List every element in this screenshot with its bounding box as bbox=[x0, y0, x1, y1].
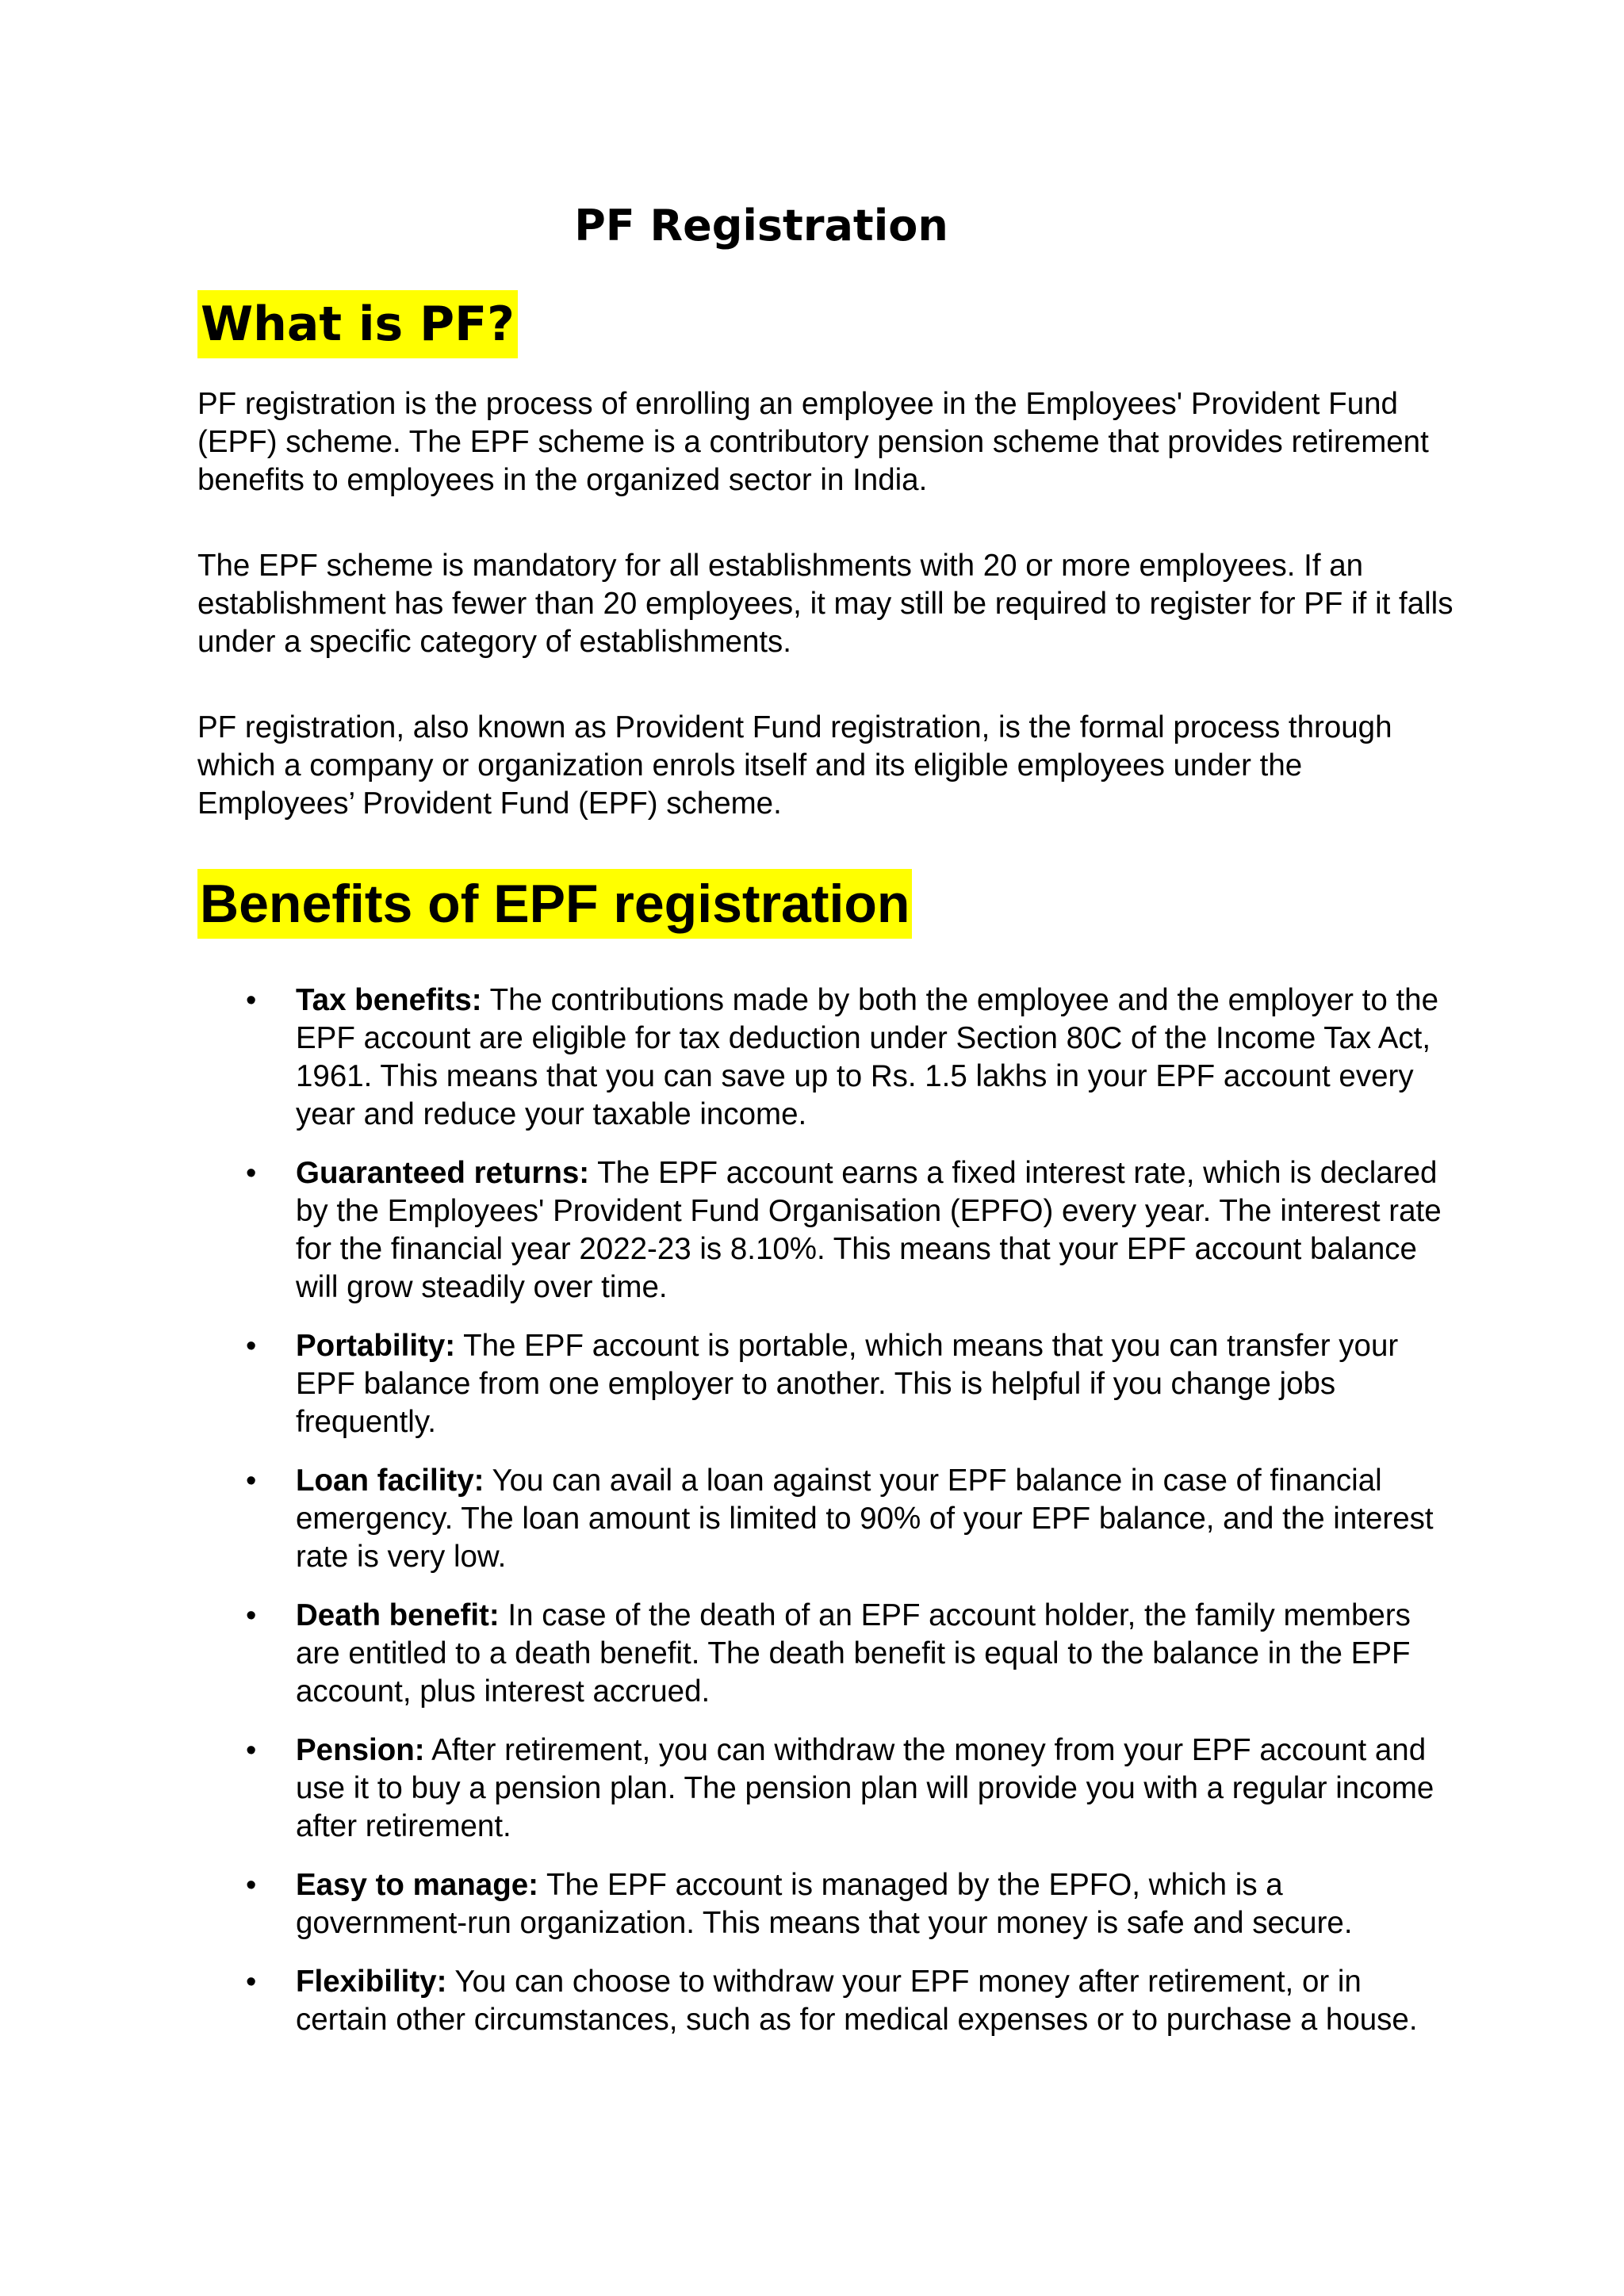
benefit-text: You can avail a loan against your EPF balance in case of financial emergency. The loan amount is limited to 90% of your EPF balance, and the interest rate is very low. bbox=[296, 1464, 1434, 1574]
bullet-icon: • bbox=[246, 1330, 257, 1363]
benefit-label: Tax benefits: bbox=[296, 983, 482, 1017]
bullet-icon: • bbox=[246, 1157, 257, 1190]
list-item bbox=[0, 982, 1454, 1134]
list-item bbox=[0, 1154, 1454, 1307]
benefit-label: Pension: bbox=[296, 1733, 425, 1767]
paragraph: PF registration is the process of enrolling an employee in the Employees' Provident Fund (EPF) scheme. The EPF scheme is a contributory pension scheme that provides retirement benefits to employees in the organized sector in India. bbox=[197, 387, 1429, 497]
paragraph: The EPF scheme is mandatory for all establishments with 20 or more employees. If an establishment has fewer than 20 employees, it may still be required to register for PF if it falls under a specific category of establishments. bbox=[197, 549, 1454, 659]
benefit-text: The EPF account earns a fixed interest rate, which is declared by the Employees' Provident Fund Organisation (EPFO) every year. The interest rate for the financial year 2022-23 is 8.10%. This means that your EPF account balance will grow steadily over time. bbox=[296, 1156, 1442, 1304]
paragraph: PF registration, also known as Provident Fund registration, is the formal process through which a company or organization enrols itself and its eligible employees under the Employees’ Provident Fund (EPF) scheme. bbox=[197, 710, 1392, 821]
benefit-label: Death benefit: bbox=[296, 1598, 500, 1632]
benefit-label: Portability: bbox=[296, 1329, 456, 1363]
bullet-icon: • bbox=[246, 1965, 257, 1999]
list-item bbox=[0, 1327, 1454, 1441]
bullet-icon: • bbox=[246, 984, 257, 1017]
benefit-text: The EPF account is managed by the EPFO, which is a government-run organization. This means that your money is safe and secure. bbox=[296, 1868, 1353, 1940]
bullet-icon: • bbox=[246, 1464, 257, 1498]
list-item bbox=[0, 1963, 1454, 2039]
list-item bbox=[0, 1732, 1454, 1846]
section-heading-what-is-pf: What is PF? bbox=[197, 290, 518, 358]
benefit-text: The contributions made by both the employee and the employer to the EPF account are eligible for tax deduction under Section 80C of the Income Tax Act, 1961. This means that you can save up to Rs. 1.5 lakhs in your EPF account every year and reduce your taxable income. bbox=[296, 983, 1438, 1131]
list-item bbox=[0, 1462, 1454, 1576]
benefit-label: Easy to manage: bbox=[296, 1868, 538, 1902]
section-heading-benefits: Benefits of EPF registration bbox=[197, 869, 912, 939]
benefit-text: The EPF account is portable, which means that you can transfer your EPF balance from one employer to another. This is helpful if you change jobs frequently. bbox=[296, 1329, 1399, 1439]
list-item bbox=[0, 1866, 1454, 1942]
benefit-text: You can choose to withdraw your EPF money after retirement, or in certain other circumstances, such as for medical expenses or to purchase a house. bbox=[296, 1965, 1418, 2037]
benefit-label: Flexibility: bbox=[296, 1965, 447, 1999]
benefit-label: Loan facility: bbox=[296, 1464, 485, 1498]
benefit-text: In case of the death of an EPF account holder, the family members are entitled to a death benefit. The death benefit is equal to the balance in the EPF account, plus interest accrued. bbox=[296, 1598, 1411, 1709]
benefit-text: After retirement, you can withdraw the money from your EPF account and use it to buy a pension plan. The pension plan will provide you with a regular income after retirement. bbox=[296, 1733, 1434, 1843]
bullet-icon: • bbox=[246, 1734, 257, 1767]
benefits-list bbox=[0, 982, 1507, 2060]
page-title: PF Registration bbox=[574, 201, 948, 251]
bullet-icon: • bbox=[246, 1869, 257, 1902]
list-item bbox=[0, 1597, 1454, 1711]
benefit-label: Guaranteed returns: bbox=[296, 1156, 590, 1190]
bullet-icon: • bbox=[246, 1599, 257, 1632]
